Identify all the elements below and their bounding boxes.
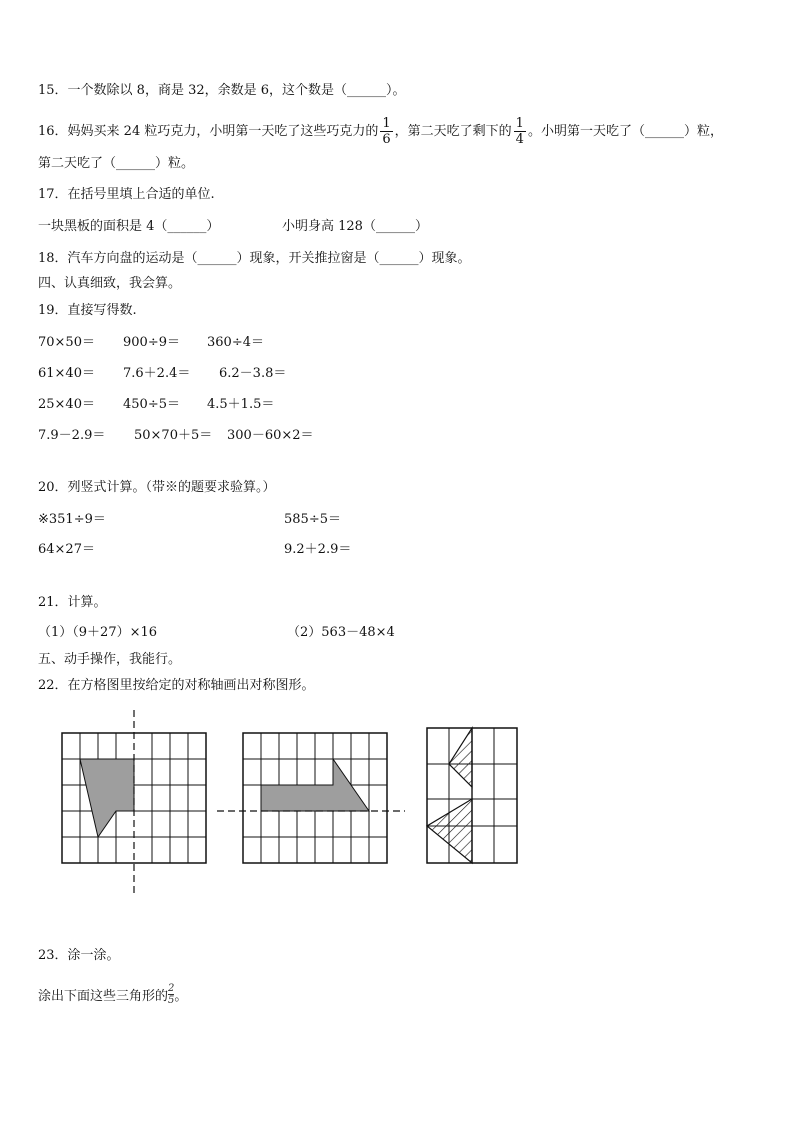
q16-frac1-num: 1 <box>382 116 391 131</box>
q20-item: 9.2＋2.9＝ <box>284 542 352 557</box>
q19-cell: 450÷5＝ <box>123 397 180 412</box>
question-23-text <box>38 983 187 1006</box>
q21-item2: （2）563－48×4 <box>287 625 395 640</box>
hatched-triangle-top <box>449 728 472 787</box>
question-18: 18．汽车方向盘的运动是（______）现象，开关推拉窗是（______）现象。 <box>38 251 471 266</box>
q23-text: 涂出下面这些三角形的 <box>38 989 169 1004</box>
q21-item1: （1）（9＋27）×16 <box>38 625 158 640</box>
question-21-title: 21．计算。 <box>38 595 107 610</box>
q19-cell: 4.5＋1.5＝ <box>207 397 275 412</box>
question-16-line2: 第二天吃了（______）粒。 <box>38 156 195 171</box>
q23-frac-num: 2 <box>168 983 175 994</box>
q19-cell: 7.6＋2.4＝ <box>123 366 191 381</box>
q19-cell: 7.9－2.9＝ <box>38 428 106 443</box>
q16-frac2-num: 1 <box>515 116 524 131</box>
question-17-item2: 小明身高 128（______） <box>282 219 428 234</box>
q20-item: ※351÷9＝ <box>38 512 106 527</box>
symmetry-grid-2[interactable] <box>215 708 410 898</box>
shaded-shape <box>80 759 134 837</box>
q16-frac2-den: 4 <box>515 132 524 147</box>
question-23-title: 23．涂一涂。 <box>38 948 120 963</box>
section-4-title: 四、认真细致，我会算。 <box>38 276 182 291</box>
q20-item: 64×27＝ <box>38 542 95 557</box>
question-19-title: 19．直接写得数. <box>38 303 137 318</box>
question-20-title: 20．列竖式计算。（带※的题要求验算。） <box>38 480 276 495</box>
symmetry-grid-1[interactable] <box>55 708 215 898</box>
q19-cell: 300－60×2＝ <box>227 428 314 443</box>
q16-part2: ，第二天吃了剩下的 <box>394 124 512 139</box>
q19-cell: 61×40＝ <box>38 366 95 381</box>
q19-cell: 70×50＝ <box>38 335 95 350</box>
symmetry-grid-3[interactable] <box>420 723 525 871</box>
q16-part1: 16．妈妈买来 24 粒巧克力，小明第一天吃了这些巧克力的 <box>38 124 379 139</box>
q19-cell: 360÷4＝ <box>207 335 264 350</box>
q19-cell: 900÷9＝ <box>123 335 180 350</box>
q19-cell: 25×40＝ <box>38 397 95 412</box>
q19-cell: 6.2－3.8＝ <box>219 366 287 381</box>
q16-part3: 。小明第一天吃了（______）粒， <box>527 124 723 139</box>
question-16 <box>38 116 723 147</box>
q16-fraction-2 <box>514 116 526 147</box>
q16-fraction-1 <box>380 116 392 147</box>
q23-frac-den: 5 <box>168 995 175 1006</box>
q19-cell: 50×70＋5＝ <box>134 428 213 443</box>
q20-item: 585÷5＝ <box>284 512 341 527</box>
q16-frac1-den: 6 <box>382 132 391 147</box>
question-15: 15．一个数除以 8，商是 32，余数是 6，这个数是（______）。 <box>38 83 406 98</box>
question-22-title: 22．在方格图里按给定的对称轴画出对称图形。 <box>38 678 315 693</box>
q23-tail: 。 <box>174 989 188 1004</box>
question-17-item1: 一块黑板的面积是 4（______） <box>38 219 220 234</box>
section-5-title: 五、动手操作，我能行。 <box>38 652 182 667</box>
question-17-title: 17．在括号里填上合适的单位. <box>38 187 215 202</box>
